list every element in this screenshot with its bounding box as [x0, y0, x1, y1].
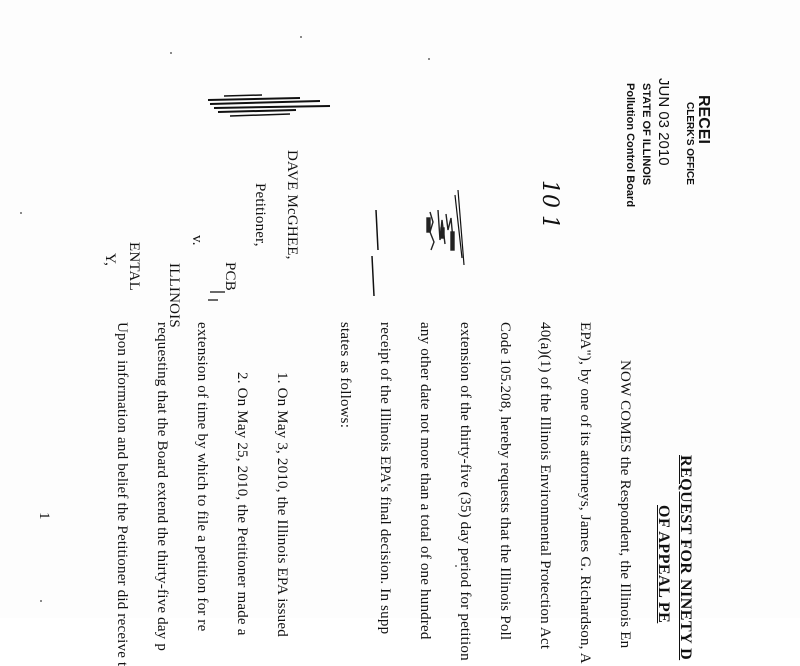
- scan-speck: [455, 565, 457, 567]
- caption-fragment-y: Y,: [102, 253, 118, 267]
- scan-speck: [20, 212, 22, 214]
- paragraph-line: requesting that the Board extend the thirty-five day p: [154, 322, 170, 652]
- document-heading-line-1: REQUEST FOR NINETY D: [677, 455, 694, 661]
- paragraph-line: EPA"), by one of its attorneys, James G. Richardson, A: [577, 322, 593, 664]
- caption-petitioner-name: DAVE McGHEE,: [284, 150, 300, 260]
- paragraph-line: 2. On May 25, 2010, the Petitioner made a: [234, 372, 250, 636]
- scan-speck: [170, 52, 172, 54]
- stamp-received: RECEI: [695, 95, 712, 144]
- stamp-date: JUN 03 2010: [655, 78, 672, 166]
- paragraph-line: receipt of the Illinois EPA's final decision. In supp: [377, 322, 393, 635]
- paragraph-line: NOW COMES the Respondent, the Illinois En: [617, 360, 633, 649]
- paragraph-line: states as follows:: [337, 322, 353, 429]
- document-heading-line-2: OF APPEAL PE: [655, 505, 672, 624]
- caption-fragment-ental: ENTAL: [126, 242, 142, 291]
- caption-fragment-illinois: ILLINOIS: [166, 263, 182, 328]
- stamp-clerks-office: CLERK'S OFFICE: [684, 102, 695, 185]
- caption-fragment-v: v.: [189, 235, 205, 246]
- paragraph-line: 40(a)(1) of the Illinois Environmental Protection Act: [537, 322, 553, 650]
- scan-speck: [300, 36, 302, 38]
- paragraph-line: extension of the thirty-five (35) day period for petition: [457, 322, 473, 661]
- stamp-state: STATE OF ILLINOIS: [640, 83, 652, 186]
- paragraph-line: 1. On May 3, 2010, the Illinois EPA issued: [274, 372, 290, 637]
- paragraph-line: Code 105.208, hereby requests that the Illinois Poll: [497, 322, 513, 641]
- scan-speck: [40, 600, 42, 602]
- page-number: 1: [36, 512, 52, 520]
- caption-fragment-pcb: PCB: [222, 262, 238, 291]
- handwritten-number: 10 1: [537, 180, 562, 229]
- paragraph-line: extension of time by which to file a petition for re: [194, 322, 210, 632]
- paragraph-line: Upon information and belief the Petitioner did receive t: [114, 322, 130, 666]
- stamp-board: Pollution Control Board: [624, 83, 636, 208]
- scan-speck: [428, 58, 430, 60]
- paragraph-line: any other date not more than a total of one hundred: [417, 322, 433, 640]
- caption-petitioner-role: Petitioner,: [252, 183, 268, 247]
